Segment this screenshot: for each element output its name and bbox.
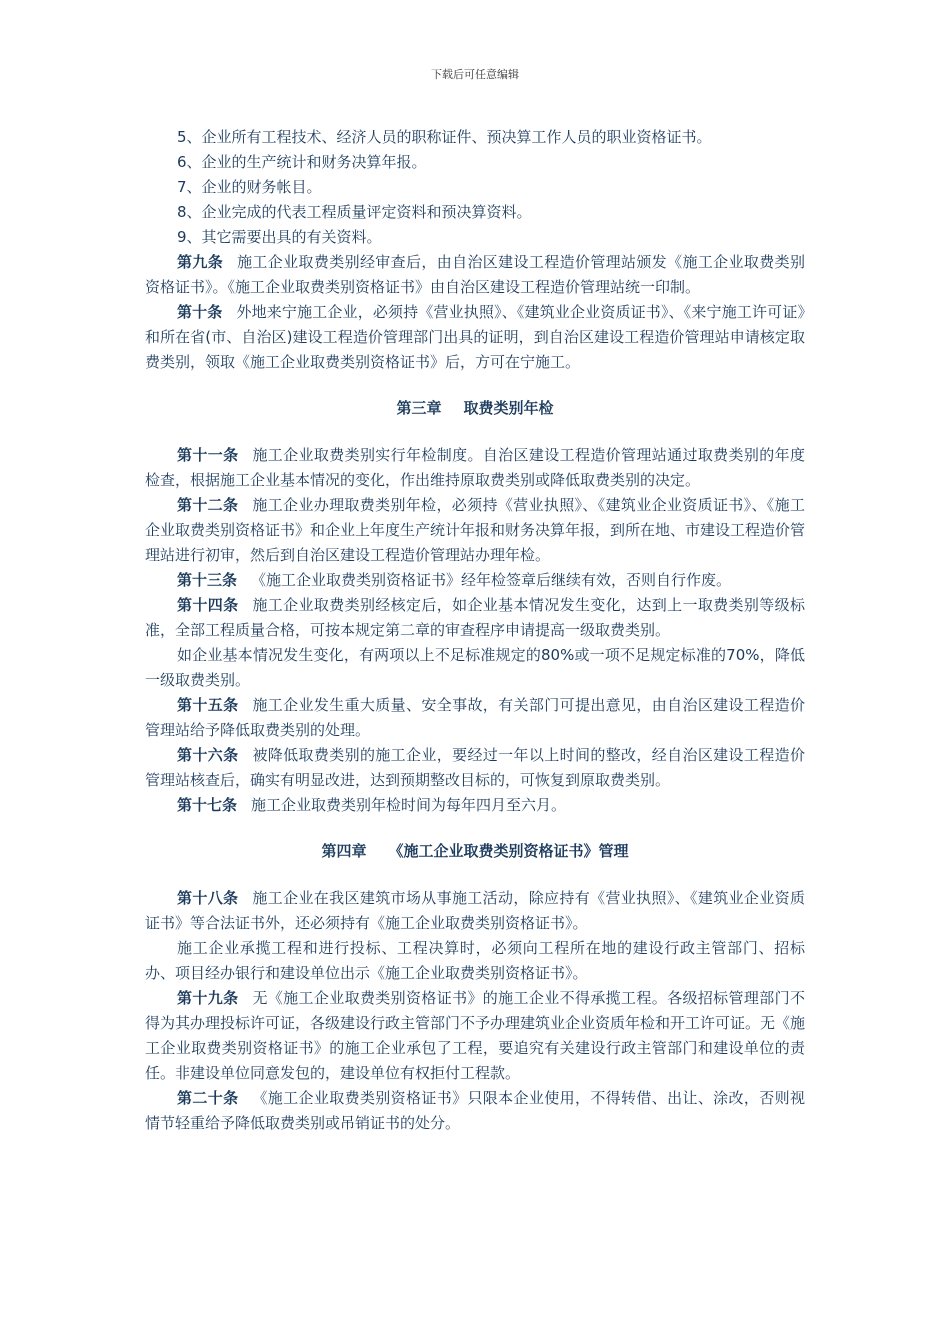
- article-text: 外地来宁施工企业，必须持《营业执照》、《建筑业企业资质证书》、《来宁施工许可证》和所在省(市、自治区)建设工程造价管理部门出具的证明，到自治区建设工程造价管理站申请核定取费类别，领取《施工企业取费类别资格证书》后，方可在宁施工。: [145, 303, 805, 371]
- article-text: 《施工企业取费类别资格证书》经年检签章后继续有效，否则自行作废。: [251, 571, 732, 589]
- article-10: [145, 300, 805, 375]
- article-18-continued: 施工企业承揽工程和进行投标、工程决算时，必须向工程所在地的建设行政主管部门、招标办、项目经办银行和建设单位出示《施工企业取费类别资格证书》。: [145, 939, 805, 982]
- list-item: 8、企业完成的代表工程质量评定资料和预决算资料。: [177, 203, 532, 221]
- article-15: [145, 693, 805, 743]
- article-18: [145, 886, 805, 936]
- article-label: 第十三条: [177, 571, 238, 589]
- chapter-4-heading: [145, 839, 805, 864]
- article-16: [145, 743, 805, 793]
- list-item: 9、其它需要出具的有关资料。: [177, 228, 382, 246]
- article-label: 第九条: [177, 253, 224, 271]
- article-text: 施工企业取费类别年检时间为每年四月至六月。: [251, 796, 567, 814]
- article-13: [145, 568, 805, 593]
- list-item: 6、企业的生产统计和财务决算年报。: [177, 153, 427, 171]
- article-text: 施工企业取费类别经审查后，由自治区建设工程造价管理站颁发《施工企业取费类别资格证书》。《施工企业取费类别资格证书》由自治区建设工程造价管理站统一印制。: [145, 253, 805, 296]
- article-label: 第十七条: [177, 796, 238, 814]
- article-label: 第十条: [177, 303, 223, 321]
- article-label: 第十九条: [177, 989, 239, 1007]
- article-text: 无《施工企业取费类别资格证书》的施工企业不得承揽工程。各级招标管理部门不得为其办理投标许可证，各级建设行政主管部门不予办理建筑业企业资质年检和开工许可证。无《施工企业取费类别资格证书》的施工企业承包了工程，要追究有关建设行政主管部门和建设单位的责任。非建设单位同意发包的，建设单位有权拒付工程款。: [145, 989, 806, 1082]
- article-label: 第十四条: [177, 596, 239, 614]
- chapter-title: 取费类别年检: [463, 399, 554, 417]
- article-14-continued: 如企业基本情况发生变化，有两项以上不足标准规定的80%或一项不足规定标准的70%，降低一级取费类别。: [145, 646, 805, 689]
- article-text: 施工企业取费类别实行年检制度。自治区建设工程造价管理站通过取费类别的年度检查，根据施工企业基本情况的变化，作出维持原取费类别或降低取费类别的决定。: [145, 446, 805, 489]
- article-11: [145, 443, 805, 493]
- page-header: 下载后可任意编辑: [431, 68, 519, 81]
- article-label: 第十六条: [177, 746, 239, 764]
- article-19: [145, 986, 805, 1086]
- article-text: 被降低取费类别的施工企业，要经过一年以上时间的整改，经自治区建设工程造价管理站核查后，确实有明显改进，达到预期整改目标的，可恢复到原取费类别。: [145, 746, 805, 789]
- article-label: 第二十条: [177, 1089, 239, 1107]
- article-label: 第十八条: [177, 889, 239, 907]
- list-item: 5、企业所有工程技术、经济人员的职称证件、预决算工作人员的职业资格证书。: [177, 128, 712, 146]
- article-label: 第十五条: [177, 696, 239, 714]
- article-14: [145, 593, 805, 643]
- document-body: [145, 125, 805, 1136]
- chapter-number: 第三章: [396, 399, 442, 417]
- article-12: [145, 493, 805, 568]
- chapter-3-heading: [145, 396, 805, 421]
- article-17: [145, 793, 805, 818]
- article-label: 第十二条: [177, 496, 239, 514]
- chapter-title: 《施工企业取费类别资格证书》管理: [388, 842, 629, 860]
- article-text: 施工企业取费类别经核定后，如企业基本情况发生变化，达到上一取费类别等级标准，全部工程质量合格，可按本规定第二章的审查程序申请提高一级取费类别。: [145, 596, 805, 639]
- list-item: 7、企业的财务帐目。: [177, 178, 322, 196]
- article-text: 《施工企业取费类别资格证书》只限本企业使用，不得转借、出让、涂改，否则视情节轻重给予降低取费类别或吊销证书的处分。: [145, 1089, 805, 1132]
- article-label: 第十一条: [177, 446, 239, 464]
- article-text: 施工企业发生重大质量、安全事故，有关部门可提出意见，由自治区建设工程造价管理站给予降低取费类别的处理。: [145, 696, 805, 739]
- article-20: [145, 1086, 805, 1136]
- article-text: 施工企业在我区建筑市场从事施工活动，除应持有《营业执照》、《建筑业企业资质证书》等合法证书外，还必须持有《施工企业取费类别资格证书》。: [145, 889, 805, 932]
- chapter-number: 第四章: [321, 842, 367, 860]
- article-9: [145, 250, 805, 300]
- article-text: 施工企业办理取费类别年检，必须持《营业执照》、《建筑业企业资质证书》、《施工企业取费类别资格证书》和企业上年度生产统计年报和财务决算年报，到所在地、市建设工程造价管理站进行初审，然后到自治区建设工程造价管理站办理年检。: [145, 496, 806, 564]
